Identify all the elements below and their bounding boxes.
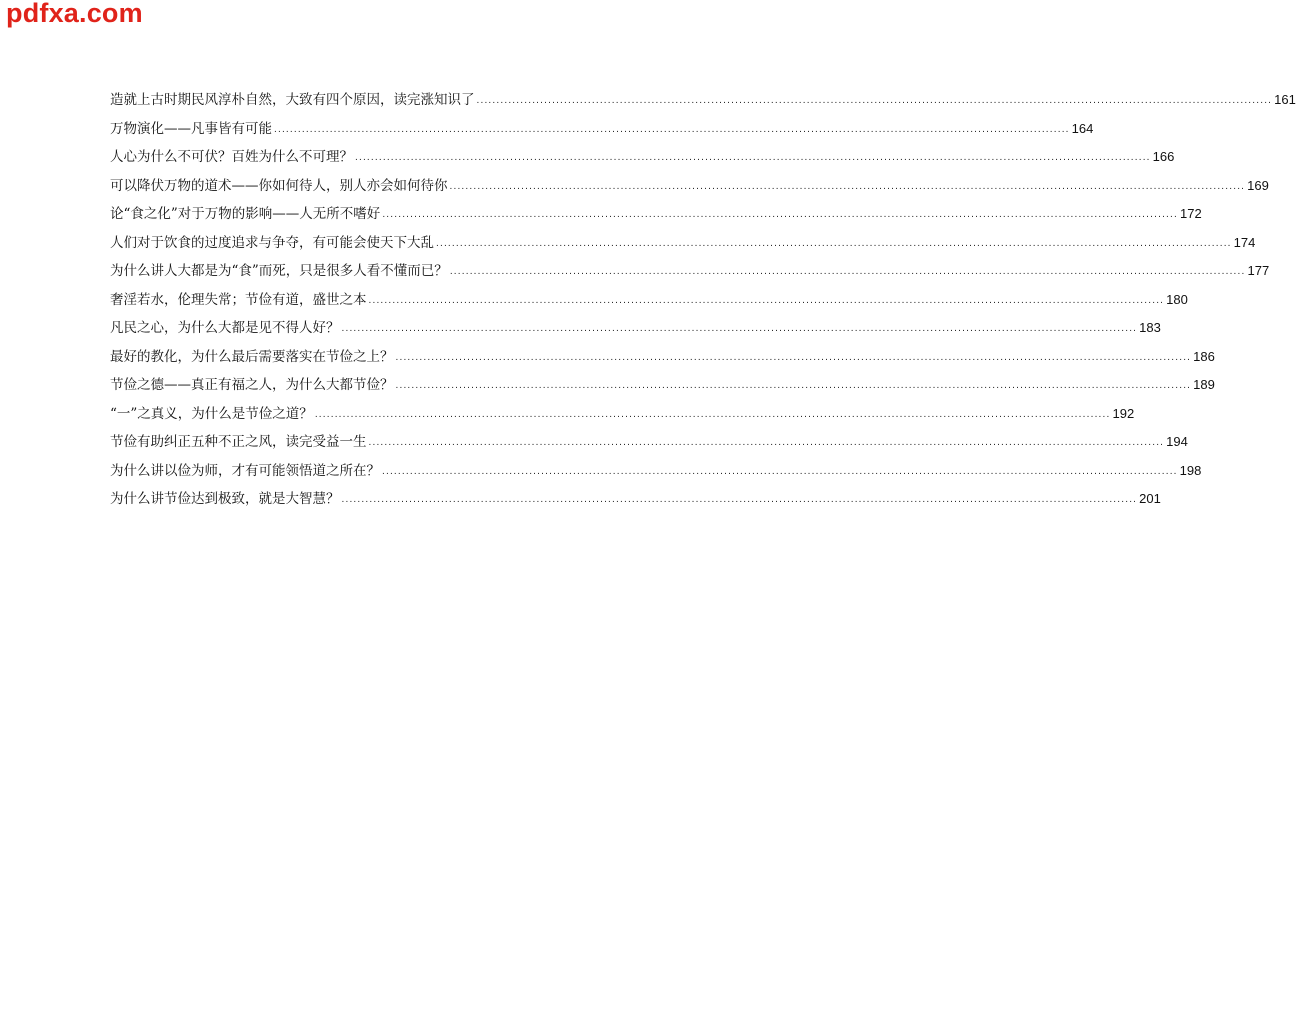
toc-entry[interactable] — [110, 229, 1256, 258]
dot-leader: ........................................................................................................................................................................................................ — [382, 209, 1178, 220]
toc-entry[interactable] — [110, 485, 1161, 514]
toc-entry-page-number: 189 — [1193, 377, 1215, 392]
toc-entry-title: 人们对于饮食的过度追求与争夺，有可能会使天下大乱 — [110, 234, 434, 251]
toc-entry-title: 论“食之化”对于万物的影响——人无所不嗜好 — [110, 206, 381, 222]
toc-entry-title: 最好的教化，为什么最后需要落实在节俭之上？ — [110, 348, 394, 365]
toc-entry-page-number: 164 — [1071, 120, 1094, 136]
toc-entry[interactable] — [110, 428, 1188, 457]
toc-entry-title: 凡民之心，为什么大都是见不得人好？ — [110, 320, 340, 336]
toc-entry-title: 造就上古时期民风淳朴自然，大致有四个原因，读完涨知识了 — [110, 92, 475, 108]
toc-entry-page-number: 180 — [1166, 291, 1188, 307]
dot-leader: ........................................................................................................................................................................................................ — [368, 437, 1165, 448]
dot-leader: ........................................................................................................................................................................................................ — [395, 351, 1192, 363]
toc-entry-page-number: 192 — [1112, 405, 1135, 421]
toc-entry-page-number: 198 — [1179, 462, 1202, 478]
dot-leader: ........................................................................................................................................................................................................ — [274, 123, 1070, 135]
dot-leader: ........................................................................................................................................................................................................ — [355, 152, 1151, 163]
toc-entry-title: 奢淫若水，伦理失常；节俭有道，盛世之本 — [110, 291, 367, 308]
toc-entry-page-number: 201 — [1139, 491, 1161, 506]
table-of-contents — [110, 86, 1296, 514]
toc-entry-page-number: 169 — [1247, 177, 1269, 193]
toc-entry-title: 为什么讲以俭为师，才有可能领悟道之所在？ — [110, 462, 380, 479]
dot-leader: ........................................................................................................................................................................................................ — [341, 494, 1138, 505]
toc-entry-title: 节俭有助纠正五种不正之风，读完受益一生 — [110, 434, 367, 450]
toc-entry[interactable] — [110, 343, 1215, 372]
dot-leader: ........................................................................................................................................................................................................ — [449, 180, 1246, 192]
toc-entry-title: 万物演化——凡事皆有可能 — [110, 120, 272, 137]
dot-leader: ........................................................................................................................................................................................................ — [476, 95, 1273, 106]
toc-entry-page-number: 172 — [1179, 206, 1202, 221]
toc-entry[interactable] — [110, 143, 1175, 172]
toc-entry-title: 人心为什么不可伏？百姓为什么不可理？ — [110, 149, 353, 165]
toc-entry[interactable] — [110, 286, 1188, 315]
toc-entry[interactable] — [110, 314, 1161, 343]
watermark-logo: pdfxa.com — [6, 0, 143, 28]
dot-leader: ........................................................................................................................................................................................................ — [314, 408, 1111, 420]
dot-leader: ........................................................................................................................................................................................................ — [382, 465, 1178, 477]
toc-entry[interactable] — [110, 400, 1135, 429]
toc-entry[interactable] — [110, 200, 1202, 229]
toc-entry-page-number: 183 — [1139, 320, 1161, 335]
dot-leader: ........................................................................................................................................................................................................ — [368, 294, 1165, 306]
toc-entry-page-number: 161 — [1274, 92, 1296, 107]
dot-leader: ........................................................................................................................................................................................................ — [436, 237, 1232, 249]
toc-entry[interactable] — [110, 115, 1094, 144]
toc-entry-page-number: 166 — [1152, 149, 1175, 164]
toc-entry[interactable] — [110, 86, 1296, 115]
toc-entry-page-number: 194 — [1166, 434, 1188, 449]
toc-entry[interactable] — [110, 257, 1270, 286]
toc-entry-title: 可以降伏万物的道术——你如何待人，别人亦会如何待你 — [110, 177, 448, 194]
dot-leader: ........................................................................................................................................................................................................ — [449, 266, 1246, 277]
toc-entry-title: 为什么讲人大都是为“食”而死，只是很多人看不懂而已？ — [110, 263, 448, 279]
toc-entry[interactable] — [110, 457, 1202, 486]
toc-entry-title: 节俭之德——真正有福之人，为什么大都节俭？ — [110, 377, 394, 393]
toc-entry-title: “一”之真义，为什么是节俭之道？ — [110, 405, 313, 422]
dot-leader: ........................................................................................................................................................................................................ — [341, 323, 1138, 334]
dot-leader: ........................................................................................................................................................................................................ — [395, 380, 1192, 391]
toc-entry[interactable] — [110, 371, 1215, 400]
toc-entry-title: 为什么讲节俭达到极致，就是大智慧？ — [110, 491, 340, 507]
toc-entry-page-number: 174 — [1233, 234, 1256, 250]
toc-entry[interactable] — [110, 172, 1269, 201]
toc-entry-page-number: 186 — [1193, 348, 1215, 364]
toc-entry-page-number: 177 — [1247, 263, 1270, 278]
